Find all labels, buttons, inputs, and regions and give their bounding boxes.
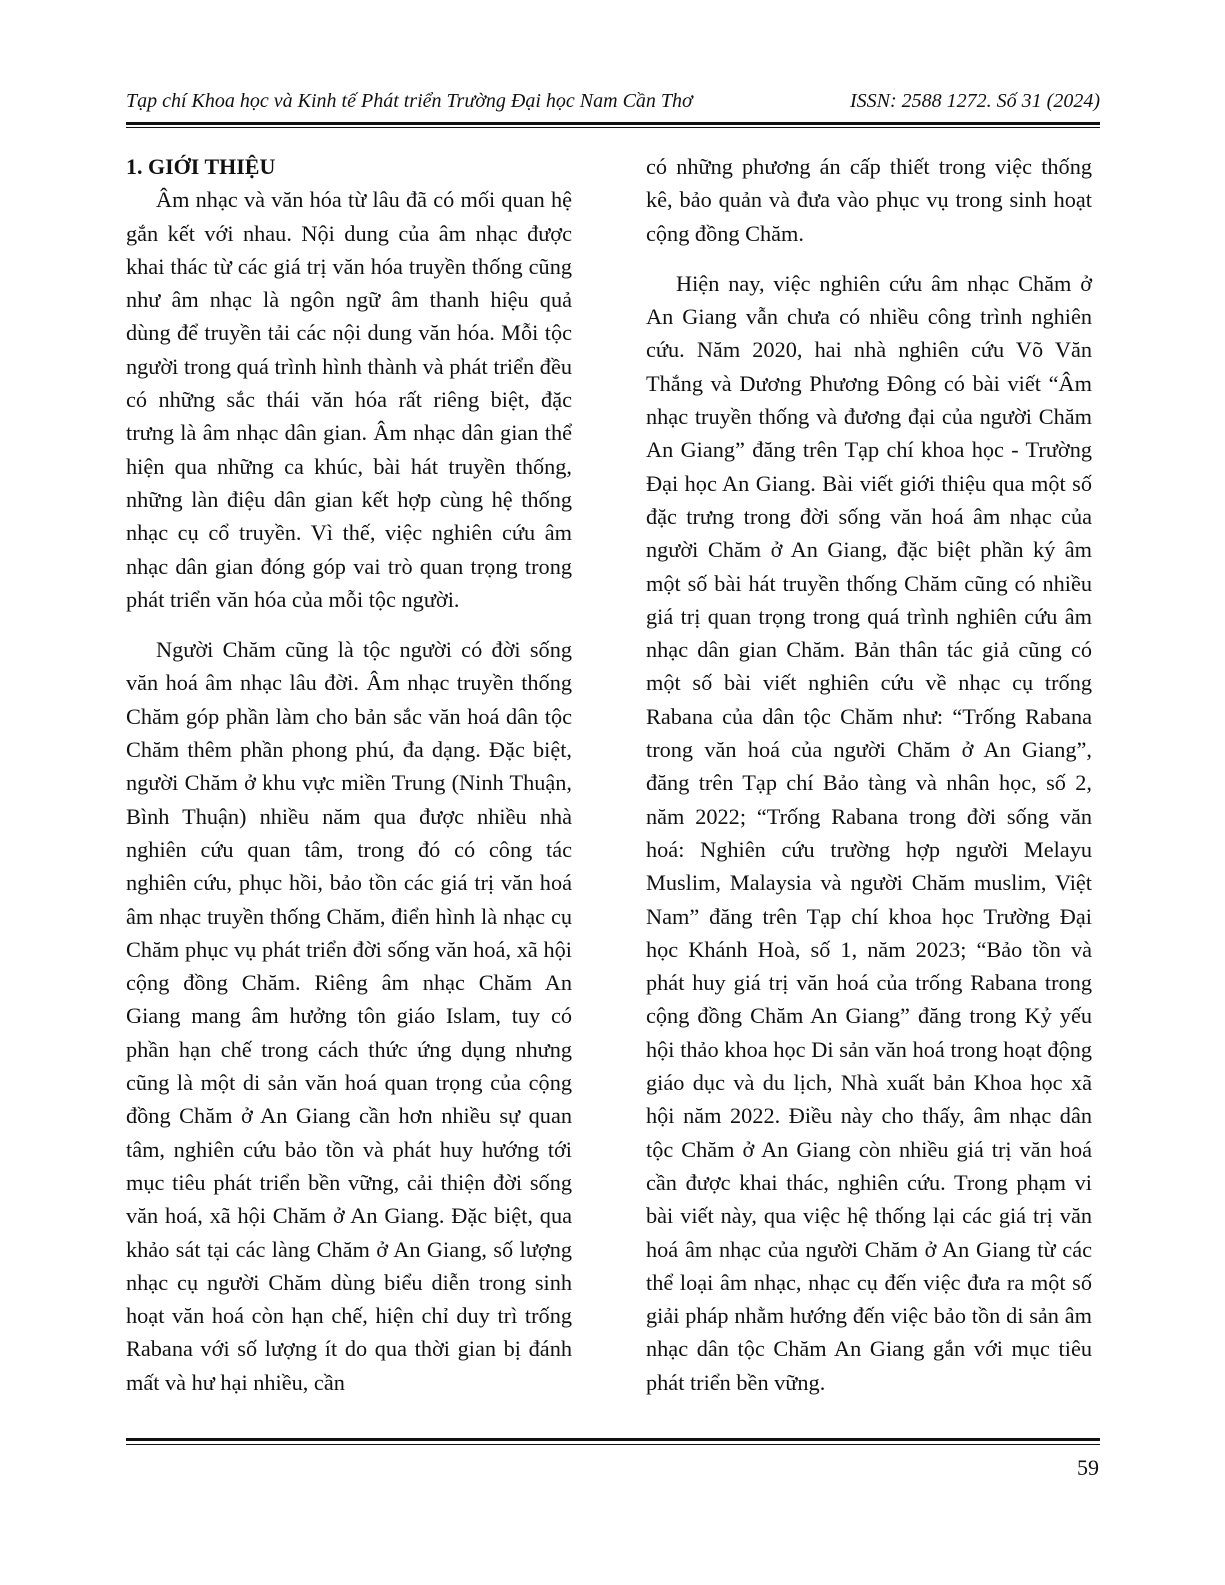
paragraph-1: Âm nhạc và văn hóa từ lâu đã có mối quan hệ gắn kết với nhau. Nội dung của âm nhạc được khai thác từ các giá trị văn hóa truyền thống cũng như âm nhạc là ngôn ngữ âm thanh hiệu quả dùng để truyền tải các nội dung văn hóa. Mỗi tộc người trong quá trình hình thành và phát triển đều có những sắc thái văn hóa rất riêng biệt, đặc trưng là âm nhạc dân gian. Âm nhạc dân gian thể hiện qua những ca khúc, bài hát truyền thống, những làn điệu dân gian kết hợp cùng hệ thống nhạc cụ cổ truyền. Vì thế, việc nghiên cứu âm nhạc dân gian đóng góp vai trò quan trọng trong phát triển văn hóa của mỗi tộc người. (126, 187, 572, 612)
issn-issue: ISSN: 2588 1272. Số 31 (2024) (850, 90, 1100, 112)
footer-rule-thin (126, 1444, 1100, 1445)
paragraph-3: Hiện nay, việc nghiên cứu âm nhạc Chăm ở An Giang vẫn chưa có nhiều công trình nghiên cứu. Năm 2020, hai nhà nghiên cứu Võ Văn Thắng và Dương Phương Đông có bài viết “Âm nhạc truyền thống và đương đại của người Chăm An Giang” đăng trên Tạp chí khoa học - Trường Đại học An Giang. Bài viết giới thiệu qua một số đặc trưng trong đời sống văn hoá âm nhạc của người Chăm ở An Giang, đặc biệt phần ký âm một số bài hát truyền thống Chăm cũng có nhiều giá trị quan trọng trong quá trình nghiên cứu âm nhạc dân gian Chăm. Bản thân tác giả cũng có một số bài viết nghiên cứu về nhạc cụ trống Rabana của dân tộc Chăm như: “Trống Rabana trong văn hoá của người Chăm ở An Giang”, đăng trên Tạp chí Bảo tàng và nhân học, số 2, năm 2022; “Trống Rabana trong đời sống văn hoá: Nghiên cứu trường hợp người Melayu Muslim, Malaysia và người Chăm muslim, Việt Nam” đăng trên Tạp chí khoa học Trường Đại học Khánh Hoà, số 1, năm 2023; “Bảo tồn và phát huy giá trị văn hoá của trống Rabana trong cộng đồng Chăm An Giang” đăng trong Kỷ yếu hội thảo khoa học Di sản văn hoá trong hoạt động giáo dục và du lịch, Nhà xuất bản Khoa học xã hội năm 2022. Điều này cho thấy, âm nhạc dân tộc Chăm ở An Giang còn nhiều giá trị văn hoá cần được khai thác, nghiên cứu. Trong phạm vi bài viết này, qua việc hệ thống lại các giá trị văn hoá âm nhạc của người Chăm ở An Giang từ các thể loại âm nhạc, nhạc cụ đến việc đưa ra một số giải pháp nhằm hướng đến việc bảo tồn di sản âm nhạc dân tộc Chăm An Giang gắn với mục tiêu phát triển bền vững. (646, 270, 1092, 1395)
running-header (126, 90, 1100, 120)
page-number: 59 (1077, 1455, 1099, 1480)
section-heading: 1. GIỚI THIỆU (126, 154, 276, 179)
paragraph-2-continued: có những phương án cấp thiết trong việc thống kê, bảo quản và đưa vào phục vụ trong sinh hoạt cộng đồng Chăm. (646, 154, 1092, 246)
footer-rule-thick (126, 1438, 1100, 1441)
left-column (126, 150, 572, 1399)
header-rule-thin (126, 127, 1100, 128)
paragraph-2: Người Chăm cũng là tộc người có đời sống văn hoá âm nhạc lâu đời. Âm nhạc truyền thống Chăm góp phần làm cho bản sắc văn hoá dân tộc Chăm thêm phần phong phú, đa dạng. Đặc biệt, người Chăm ở khu vực miền Trung (Ninh Thuận, Bình Thuận) nhiều năm qua được nhiều nhà nghiên cứu quan tâm, trong đó có công tác nghiên cứu, phục hồi, bảo tồn các giá trị văn hoá âm nhạc truyền thống Chăm, điển hình là nhạc cụ Chăm phục vụ phát triển đời sống văn hoá, xã hội cộng đồng Chăm. Riêng âm nhạc Chăm An Giang mang âm hưởng tôn giáo Islam, tuy có phần hạn chế trong cách thức ứng dụng nhưng cũng là một di sản văn hoá quan trọng của cộng đồng Chăm ở An Giang cần hơn nhiều sự quan tâm, nghiên cứu bảo tồn và phát huy hướng tới mục tiêu phát triển bền vững, cải thiện đời sống văn hoá, xã hội Chăm ở An Giang. Đặc biệt, qua khảo sát tại các làng Chăm ở An Giang, số lượng nhạc cụ người Chăm dùng biểu diễn trong sinh hoạt văn hoá còn hạn chế, hiện chỉ duy trì trống Rabana với số lượng ít do qua thời gian bị đánh mất và hư hại nhiều, cần (126, 637, 572, 1395)
right-column (646, 150, 1092, 1399)
journal-title: Tạp chí Khoa học và Kinh tế Phát triển Trường Đại học Nam Cần Thơ (126, 90, 693, 112)
header-rule-thick (126, 122, 1100, 125)
